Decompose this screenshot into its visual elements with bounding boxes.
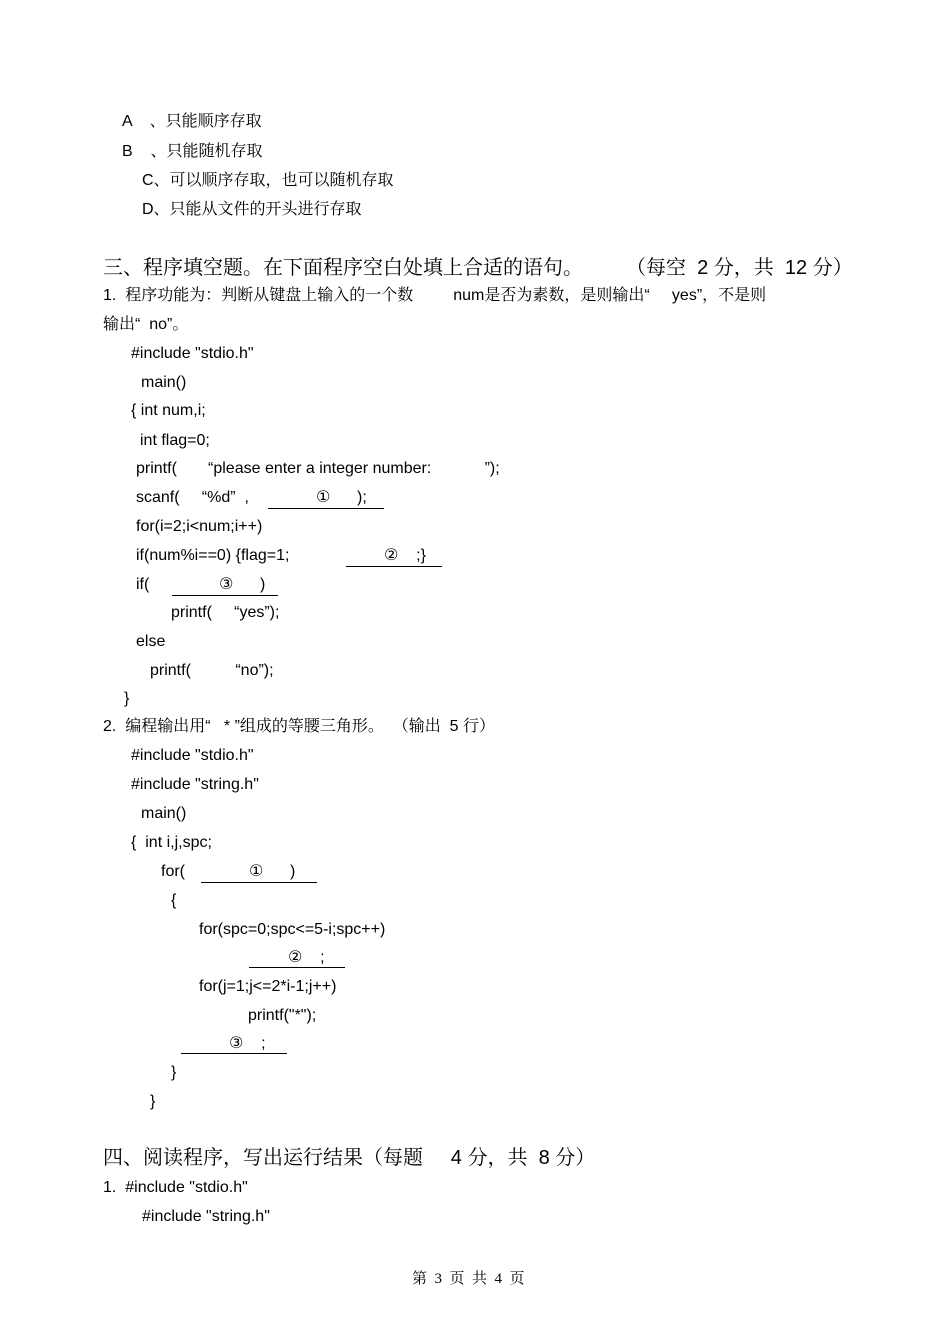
code-line: printf( “yes”);: [171, 604, 280, 621]
code-line: printf( “no”);: [150, 662, 274, 679]
s4-q1-line1: 1. #include "stdio.h": [103, 1179, 248, 1196]
q2-blank1: ① ): [249, 863, 296, 880]
code-line: main(): [141, 805, 187, 822]
section4-heading: 四、阅读程序，写出运行结果（每题 4 分，共 8 分）: [103, 1147, 596, 1169]
q1-blank3: ③ ): [219, 576, 266, 593]
s4-q1-line2: #include "string.h": [142, 1208, 270, 1225]
code-line: printf( “please enter a integer number: ”);: [136, 460, 500, 477]
q2-blank3: ③ ;: [229, 1035, 266, 1052]
code-line: scanf( “%d” ,: [136, 489, 249, 506]
code-line: for(spc=0;spc<=5-i;spc++): [199, 921, 386, 938]
code-line: #include "stdio.h": [131, 747, 254, 764]
option-c: C、可以顺序存取，也可以随机存取: [142, 172, 394, 189]
page-footer: 第 3 页 共 4 页: [412, 1271, 525, 1287]
q1-blank2: ② ;}: [384, 547, 426, 564]
q1-description-line2: 输出“ no”。: [103, 316, 189, 333]
code-line: for(i=2;i<num;i++): [136, 518, 263, 535]
option-b: B 、只能随机存取: [122, 143, 263, 160]
code-line: else: [136, 633, 166, 650]
section3-heading: 三、程序填空题。在下面程序空白处填上合适的语句。: [103, 257, 583, 279]
code-line: {: [171, 892, 177, 909]
code-line: if(num%i==0) {flag=1;: [136, 547, 290, 564]
code-line: { int num,i;: [131, 402, 206, 419]
q2-blank2: ② ;: [288, 949, 325, 966]
q2-description: 2. 编程输出用“ * ”组成的等腰三角形。 （输出 5 行）: [103, 718, 496, 735]
code-line: { int i,j,spc;: [131, 834, 212, 851]
code-line: }: [124, 690, 130, 707]
code-line: main(): [141, 374, 187, 391]
code-line: if(: [136, 576, 150, 593]
code-line: for(j=1;j<=2*i-1;j++): [199, 978, 337, 995]
code-line: }: [171, 1064, 177, 1081]
code-line: }: [150, 1093, 156, 1110]
section3-score: （每空 2 分，共 12 分）: [626, 257, 853, 279]
code-line: #include "string.h": [131, 776, 259, 793]
code-line: int flag=0;: [140, 432, 210, 449]
option-d: D、只能从文件的开头进行存取: [142, 201, 362, 218]
q1-blank1: ① );: [316, 489, 367, 506]
option-a: A 、只能顺序存取: [122, 113, 262, 130]
q1-description-line1: 1. 程序功能为：判断从键盘上输入的一个数 num是否为素数，是则输出“ yes”，不是则: [103, 287, 767, 304]
code-line: #include "stdio.h": [131, 345, 254, 362]
code-line: printf("*");: [248, 1007, 317, 1024]
code-line: for(: [161, 863, 185, 880]
